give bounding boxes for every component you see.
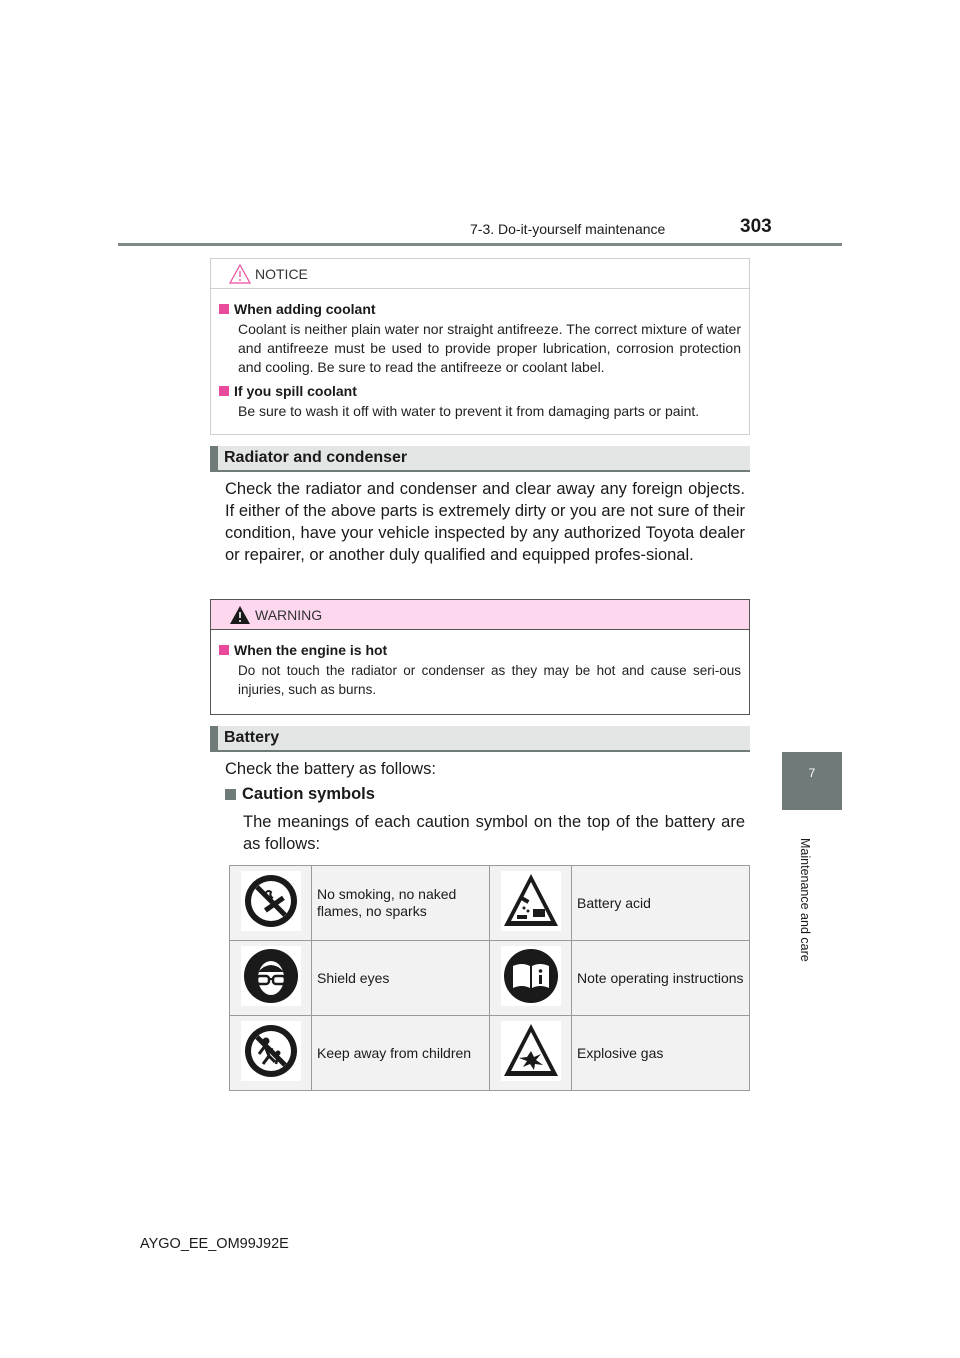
subheading-text: Caution symbols [242,785,375,803]
symbol-label: Keep away from children [312,1016,490,1091]
symbol-label: Note operating instructions [572,941,750,1016]
notice-item-body: Coolant is neither plain water nor straight antifreeze. The correct mixture of water and antifreeze must be used to provide proper lubrication, corrosion protection and cooling. Be sure to read the antifreeze or coolant label. [238,321,741,375]
caution-symbols-text: The meanings of each caution symbol on the top of the battery are as follows: [243,813,745,853]
battery-intro: Check the battery as follows: [225,760,436,778]
section-heading-radiator [210,446,750,472]
caution-symbols-table [229,865,750,1091]
chapter-tab [782,752,842,810]
notice-header [211,259,749,289]
symbol-label: No smoking, no naked flames, no sparks [312,866,490,941]
shield-eyes-icon [241,946,301,1006]
explosive-gas-icon [501,1021,561,1081]
notice-item-body: Be sure to wash it off with water to prevent it from damaging parts or paint. [238,403,700,419]
table-row [230,866,750,941]
warning-item-title: When the engine is hot [234,642,388,658]
caution-symbols-subheading [225,785,375,804]
document-code: AYGO_EE_OM99J92E [140,1236,289,1252]
header-divider [118,243,842,246]
warning-triangle-outline-icon [229,264,251,284]
section-title: 7-3. Do-it-yourself maintenance [470,221,666,237]
battery-acid-icon [501,871,561,931]
symbol-cell [490,866,572,941]
notice-item [219,301,741,377]
bullet-square-icon [219,386,229,396]
warning-triangle-filled-icon [229,605,251,625]
symbol-cell [230,1016,312,1091]
heading-bar [210,726,218,750]
notice-item-title: When adding coolant [234,301,376,317]
table-row [230,1016,750,1091]
chapter-title: Maintenance and care [798,838,812,962]
symbol-cell [490,941,572,1016]
bullet-square-icon [219,645,229,655]
bullet-square-icon [225,789,236,800]
table-row [230,941,750,1016]
section-heading-text: Radiator and condenser [224,449,408,466]
operating-instructions-icon [501,946,561,1006]
symbol-label: Explosive gas [572,1016,750,1091]
warning-item-body: Do not touch the radiator or condenser as they may be hot and cause seri-ous injuries, such as burns. [238,663,741,697]
heading-bar [210,446,218,470]
symbol-label: Battery acid [572,866,750,941]
radiator-paragraph: Check the radiator and condenser and clear away any foreign objects. If either of the above parts is extremely dirty or you are not sure of their condition, have your vehicle inspected by any authorized Toyota dealer or repairer, or another duly qualified and equipped profes-sional. [225,480,745,564]
symbol-cell [230,941,312,1016]
page-number: 303 [740,216,772,237]
bullet-square-icon [219,304,229,314]
symbol-label: Shield eyes [312,941,490,1016]
notice-label: NOTICE [255,265,308,282]
section-heading-battery [210,726,750,752]
section-heading-text: Battery [224,729,280,746]
notice-item [219,383,741,421]
notice-box [210,258,750,435]
symbol-cell [230,866,312,941]
warning-box [210,599,750,715]
symbol-cell [490,1016,572,1091]
keep-away-children-icon [241,1021,301,1081]
chapter-number: 7 [808,766,816,780]
warning-header [211,600,749,630]
warning-label: WARNING [255,606,323,623]
no-smoking-icon [241,871,301,931]
notice-item-title: If you spill coolant [234,383,357,399]
